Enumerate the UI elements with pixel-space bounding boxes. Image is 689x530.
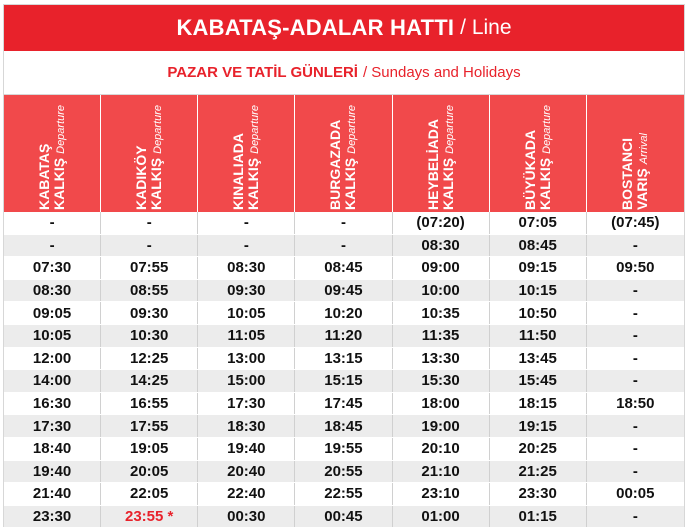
time-cell: 21:10 [393, 461, 490, 483]
time-cell: 00:05 [616, 485, 655, 503]
time-cell: 19:40 [198, 438, 295, 460]
time-cell: 10:05 [198, 302, 295, 324]
column-header-station: BURGAZADA [327, 119, 344, 210]
schedule-day-type-english: / Sundays and Holidays [362, 64, 521, 81]
time-cell: 23:30 [490, 483, 587, 505]
time-cell: 15:30 [393, 370, 490, 392]
time-cell: 10:35 [393, 302, 490, 324]
table-row [4, 280, 684, 303]
column-header [4, 95, 101, 212]
time-cell: - [4, 212, 101, 234]
time-cell: 19:15 [490, 415, 587, 437]
column-header [101, 95, 198, 212]
time-cell: 09:05 [4, 302, 101, 324]
column-header [198, 95, 295, 212]
time-cell: 16:30 [4, 393, 101, 415]
time-cell: 18:40 [4, 438, 101, 460]
table-row [4, 325, 684, 348]
time-cell: - [295, 235, 392, 257]
time-cell: 19:05 [101, 438, 198, 460]
time-cell: - [632, 349, 638, 367]
time-cell: 18:50 [616, 395, 655, 413]
time-cell: - [198, 235, 295, 257]
column-header-type: VARIŞ [634, 167, 651, 210]
time-cell: 17:55 [101, 415, 198, 437]
time-cell: 17:45 [295, 393, 392, 415]
time-cell: - [101, 212, 198, 234]
table-row [4, 415, 684, 438]
time-cell: - [632, 327, 638, 345]
column-header-type: KALKIŞ [245, 157, 262, 210]
time-cell: - [295, 212, 392, 234]
table-row [4, 212, 684, 235]
timetable [3, 4, 685, 527]
time-cell: - [632, 508, 638, 526]
time-cell: 07:30 [4, 257, 101, 279]
time-cell: 09:15 [490, 257, 587, 279]
time-cell: 18:00 [393, 393, 490, 415]
column-header-station: BOSTANCI [619, 137, 636, 210]
time-cell: 10:00 [393, 280, 490, 302]
time-cell: 15:15 [295, 370, 392, 392]
column-header [490, 95, 587, 212]
time-cell: 15:00 [198, 370, 295, 392]
time-cell: - [101, 235, 198, 257]
table-row [4, 483, 684, 506]
time-cell: 07:55 [101, 257, 198, 279]
time-cell: 10:15 [490, 280, 587, 302]
column-header [295, 95, 392, 212]
schedule-day-type: PAZAR VE TATİL GÜNLERİ [167, 64, 358, 81]
table-row [4, 393, 684, 416]
time-cell: 00:45 [295, 506, 392, 528]
time-cell: 10:20 [295, 302, 392, 324]
column-header-type: KALKIŞ [51, 157, 68, 210]
time-cell: 18:45 [295, 415, 392, 437]
time-cell: 18:30 [198, 415, 295, 437]
time-cell: 21:25 [490, 461, 587, 483]
column-header-english: Departure [55, 104, 68, 154]
time-cell: 12:25 [101, 348, 198, 370]
time-cell: 19:55 [295, 438, 392, 460]
time-cell: 21:40 [4, 483, 101, 505]
time-cell: 09:30 [198, 280, 295, 302]
table-row [4, 370, 684, 393]
time-cell: 11:35 [393, 325, 490, 347]
column-header-station: BÜYÜKADA [521, 129, 538, 210]
time-cell: 17:30 [198, 393, 295, 415]
time-cell: - [632, 282, 638, 300]
table-row [4, 348, 684, 371]
time-cell: 12:00 [4, 348, 101, 370]
column-header-station: KABATAŞ [36, 143, 53, 210]
column-header-english: Departure [346, 104, 359, 154]
time-cell: - [198, 212, 295, 234]
time-cell: 20:05 [101, 461, 198, 483]
time-cell: 13:30 [393, 348, 490, 370]
line-title: KABATAŞ-ADALAR HATTI [176, 15, 455, 40]
column-header-station: HEYBELİADA [424, 118, 441, 210]
time-cell: 14:25 [101, 370, 198, 392]
time-cell: 20:55 [295, 461, 392, 483]
time-cell: 23:30 [4, 506, 101, 528]
title-bar [4, 5, 684, 51]
column-header-type: KALKIŞ [342, 157, 359, 210]
column-header [587, 95, 684, 212]
time-cell: 08:45 [490, 235, 587, 257]
timetable-body [4, 212, 684, 528]
column-header-station: KADIKÖY [133, 144, 150, 210]
time-cell: 09:00 [393, 257, 490, 279]
column-header-type: KALKIŞ [536, 157, 553, 210]
time-cell: 13:00 [198, 348, 295, 370]
time-cell: 13:15 [295, 348, 392, 370]
time-cell: 08:30 [198, 257, 295, 279]
time-cell: 20:40 [198, 461, 295, 483]
time-cell: 18:15 [490, 393, 587, 415]
time-cell: 10:05 [4, 325, 101, 347]
time-cell: 17:30 [4, 415, 101, 437]
time-cell: 09:50 [616, 259, 655, 277]
column-header-row [4, 95, 684, 212]
time-cell: 22:55 [295, 483, 392, 505]
time-cell: - [632, 372, 638, 390]
time-cell: 22:05 [101, 483, 198, 505]
table-row [4, 438, 684, 461]
subtitle-bar [4, 51, 684, 95]
time-cell: (07:45) [611, 214, 660, 232]
column-header-english: Departure [540, 104, 553, 154]
table-row [4, 461, 684, 484]
time-cell: 08:30 [4, 280, 101, 302]
time-cell: - [632, 462, 638, 480]
table-row [4, 506, 684, 529]
time-cell: - [632, 440, 638, 458]
table-row [4, 302, 684, 325]
column-header-type: KALKIŞ [439, 157, 456, 210]
column-header-station: KINALIADA [230, 132, 247, 210]
time-cell: 20:10 [393, 438, 490, 460]
time-cell: 09:30 [101, 302, 198, 324]
time-cell: 10:30 [101, 325, 198, 347]
time-cell: 09:45 [295, 280, 392, 302]
time-cell: 19:00 [393, 415, 490, 437]
time-cell: 14:00 [4, 370, 101, 392]
time-cell: 23:55 * [101, 506, 198, 528]
time-cell: 20:25 [490, 438, 587, 460]
time-cell: - [4, 235, 101, 257]
time-cell: 01:00 [393, 506, 490, 528]
table-row [4, 257, 684, 280]
column-header-english: Departure [443, 104, 456, 154]
column-header-type: KALKIŞ [148, 157, 165, 210]
time-cell: 13:45 [490, 348, 587, 370]
time-cell: 07:05 [490, 212, 587, 234]
time-cell: 15:45 [490, 370, 587, 392]
time-cell: 08:30 [393, 235, 490, 257]
column-header-english: Departure [152, 104, 165, 154]
column-header-english: Arrival [638, 132, 651, 164]
time-cell: - [632, 304, 638, 322]
column-header [393, 95, 490, 212]
time-cell: 00:30 [198, 506, 295, 528]
time-cell: 16:55 [101, 393, 198, 415]
time-cell: 10:50 [490, 302, 587, 324]
column-header-english: Departure [249, 104, 262, 154]
line-title-english: / Line [460, 16, 512, 39]
time-cell: - [632, 417, 638, 435]
table-row [4, 235, 684, 258]
time-cell: 22:40 [198, 483, 295, 505]
time-cell: (07:20) [393, 212, 490, 234]
time-cell: 11:50 [490, 325, 587, 347]
time-cell: 01:15 [490, 506, 587, 528]
time-cell: 11:20 [295, 325, 392, 347]
time-cell: 08:55 [101, 280, 198, 302]
time-cell: 11:05 [198, 325, 295, 347]
time-cell: 08:45 [295, 257, 392, 279]
time-cell: 19:40 [4, 461, 101, 483]
time-cell: - [632, 236, 638, 254]
time-cell: 23:10 [393, 483, 490, 505]
